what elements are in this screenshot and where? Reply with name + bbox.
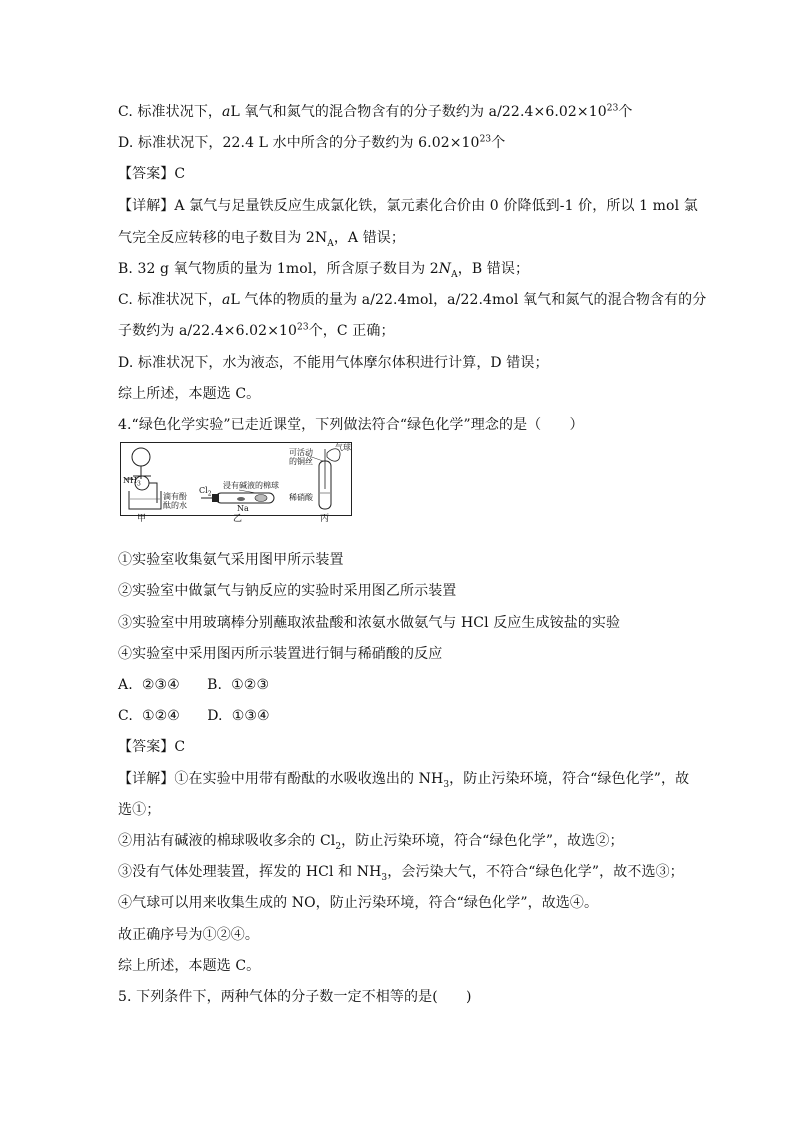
text: N bbox=[438, 261, 452, 277]
question-4-stem: 4.“绿色化学实验”已走近课堂，下列做法符合“绿色化学”理念的是（ ） bbox=[118, 417, 584, 433]
text: ，A 错误； bbox=[333, 230, 405, 246]
summary-line: 综上所述，本题选 C。 bbox=[118, 958, 261, 974]
text: C. 标准状况下， bbox=[118, 292, 223, 308]
text: ，B 错误； bbox=[457, 261, 530, 277]
explanation-line: 故正确序号为①②④。 bbox=[118, 927, 259, 943]
text: C. 标准状况下， bbox=[118, 104, 223, 120]
explanation-line bbox=[118, 260, 529, 278]
caption-bing: 丙 bbox=[320, 514, 330, 524]
text: 子数约为 a/22.4×6.02×10 bbox=[118, 323, 298, 339]
answer-line: 【答案】C bbox=[118, 739, 186, 755]
sodium-label: Na bbox=[237, 504, 249, 513]
phenol-water-label-1: 滴有酚 bbox=[163, 492, 187, 501]
balloon-label: 气球 bbox=[335, 443, 351, 452]
movable-copper-label-1: 可活动 bbox=[289, 448, 313, 457]
text: B. 32 g 氧气物质的量为 1mol，所含原子数目为 2 bbox=[118, 261, 439, 277]
text: ，会污染大气，不符合“绿色化学”，故不选③； bbox=[387, 864, 684, 880]
text: 气完全反应转移的电子数目为 2N bbox=[118, 230, 328, 246]
statement-4: ④实验室中采用图丙所示装置进行铜与稀硝酸的反应 bbox=[118, 646, 443, 662]
phenol-water-label-2: 酞的水 bbox=[163, 501, 187, 510]
text: ，防止污染环境，符合“绿色化学”，故 bbox=[449, 771, 690, 787]
text: ，防止污染环境，符合“绿色化学”，故选②； bbox=[341, 833, 624, 849]
text: 个 bbox=[618, 104, 633, 120]
explanation-line: 选①； bbox=[118, 802, 161, 818]
explanation-line bbox=[118, 832, 624, 850]
question-5-stem: 5. 下列条件下，两种气体的分子数一定不相等的是( ) bbox=[118, 989, 472, 1005]
superscript: 23 bbox=[479, 134, 492, 145]
text: 个 bbox=[491, 135, 506, 151]
statement-1: ①实验室收集氨气采用图甲所示装置 bbox=[118, 552, 344, 568]
option-d-line bbox=[118, 134, 505, 152]
cl2-label: $Cl_2$ bbox=[199, 486, 212, 498]
apparatus-drawing bbox=[121, 443, 351, 515]
subscript: A bbox=[451, 269, 458, 280]
text: ③没有气体处理装置，挥发的 HCl 和 NH bbox=[118, 864, 382, 880]
statement-2: ②实验室中做氯气与钠反应的实验时采用图乙所示装置 bbox=[118, 583, 457, 599]
subscript: 3 bbox=[443, 779, 450, 790]
options-cd: C. ①②④ D. ①③④ bbox=[118, 708, 270, 724]
movable-copper-label-2: 的铜丝 bbox=[289, 457, 313, 466]
dilute-nitric-label: 稀硝酸 bbox=[289, 493, 313, 502]
option-c-line bbox=[118, 103, 633, 121]
explanation-line bbox=[118, 322, 395, 340]
superscript: 23 bbox=[297, 322, 309, 333]
nh3-label: $NH_3$ bbox=[123, 476, 141, 488]
text: a bbox=[222, 104, 231, 120]
superscript: 23 bbox=[606, 103, 619, 114]
options-ab: A. ②③④ B. ①②③ bbox=[118, 677, 270, 693]
text: D. 标准状况下，22.4 L 水中所含的分子数约为 6.02×10 bbox=[118, 135, 480, 151]
explanation-line bbox=[118, 770, 689, 788]
explanation-line: D. 标准状况下，水为液态，不能用气体摩尔体积进行计算，D 错误； bbox=[118, 355, 549, 371]
subscript: 2 bbox=[335, 841, 342, 852]
explanation-line: ④气球可以用来收集生成的 NO，防止污染环境，符合“绿色化学”，故选④。 bbox=[118, 895, 599, 911]
statement-3: ③实验室中用玻璃棒分别蘸取浓盐酸和浓氨水做氨气与 HCl 反应生成铵盐的实验 bbox=[118, 615, 621, 631]
apparatus-figure bbox=[120, 442, 352, 516]
caption-yi: 乙 bbox=[233, 514, 243, 524]
cotton-label: 浸有碱液的棉球 bbox=[223, 481, 279, 490]
answer-line: 【答案】C bbox=[118, 166, 186, 182]
caption-jia: 甲 bbox=[137, 514, 147, 524]
subscript: A bbox=[327, 238, 334, 249]
text: L 气体的物质的量为 a/22.4mol，a/22.4mol 氧气和氮气的混合物含有的分 bbox=[230, 292, 707, 308]
explanation-line: 【详解】A 氯气与足量铁反应生成氯化铁，氯元素化合价由 0 价降低到-1 价，所以 1 mol 氯 bbox=[118, 198, 698, 214]
text: a bbox=[222, 292, 231, 308]
subscript: 3 bbox=[381, 872, 388, 883]
explanation-line bbox=[118, 863, 684, 881]
summary-line: 综上所述，本题选 C。 bbox=[118, 386, 261, 402]
explanation-line bbox=[118, 291, 706, 309]
explanation-line bbox=[118, 229, 405, 247]
text: ②用沾有碱液的棉球吸收多余的 Cl bbox=[118, 833, 336, 849]
text: L 氧气和氮气的混合物含有的分子数约为 a/22.4×6.02×10 bbox=[230, 104, 607, 120]
text: 【详解】①在实验中用带有酚酞的水吸收逸出的 NH bbox=[118, 771, 444, 787]
text: 个，C 正确； bbox=[308, 323, 395, 339]
